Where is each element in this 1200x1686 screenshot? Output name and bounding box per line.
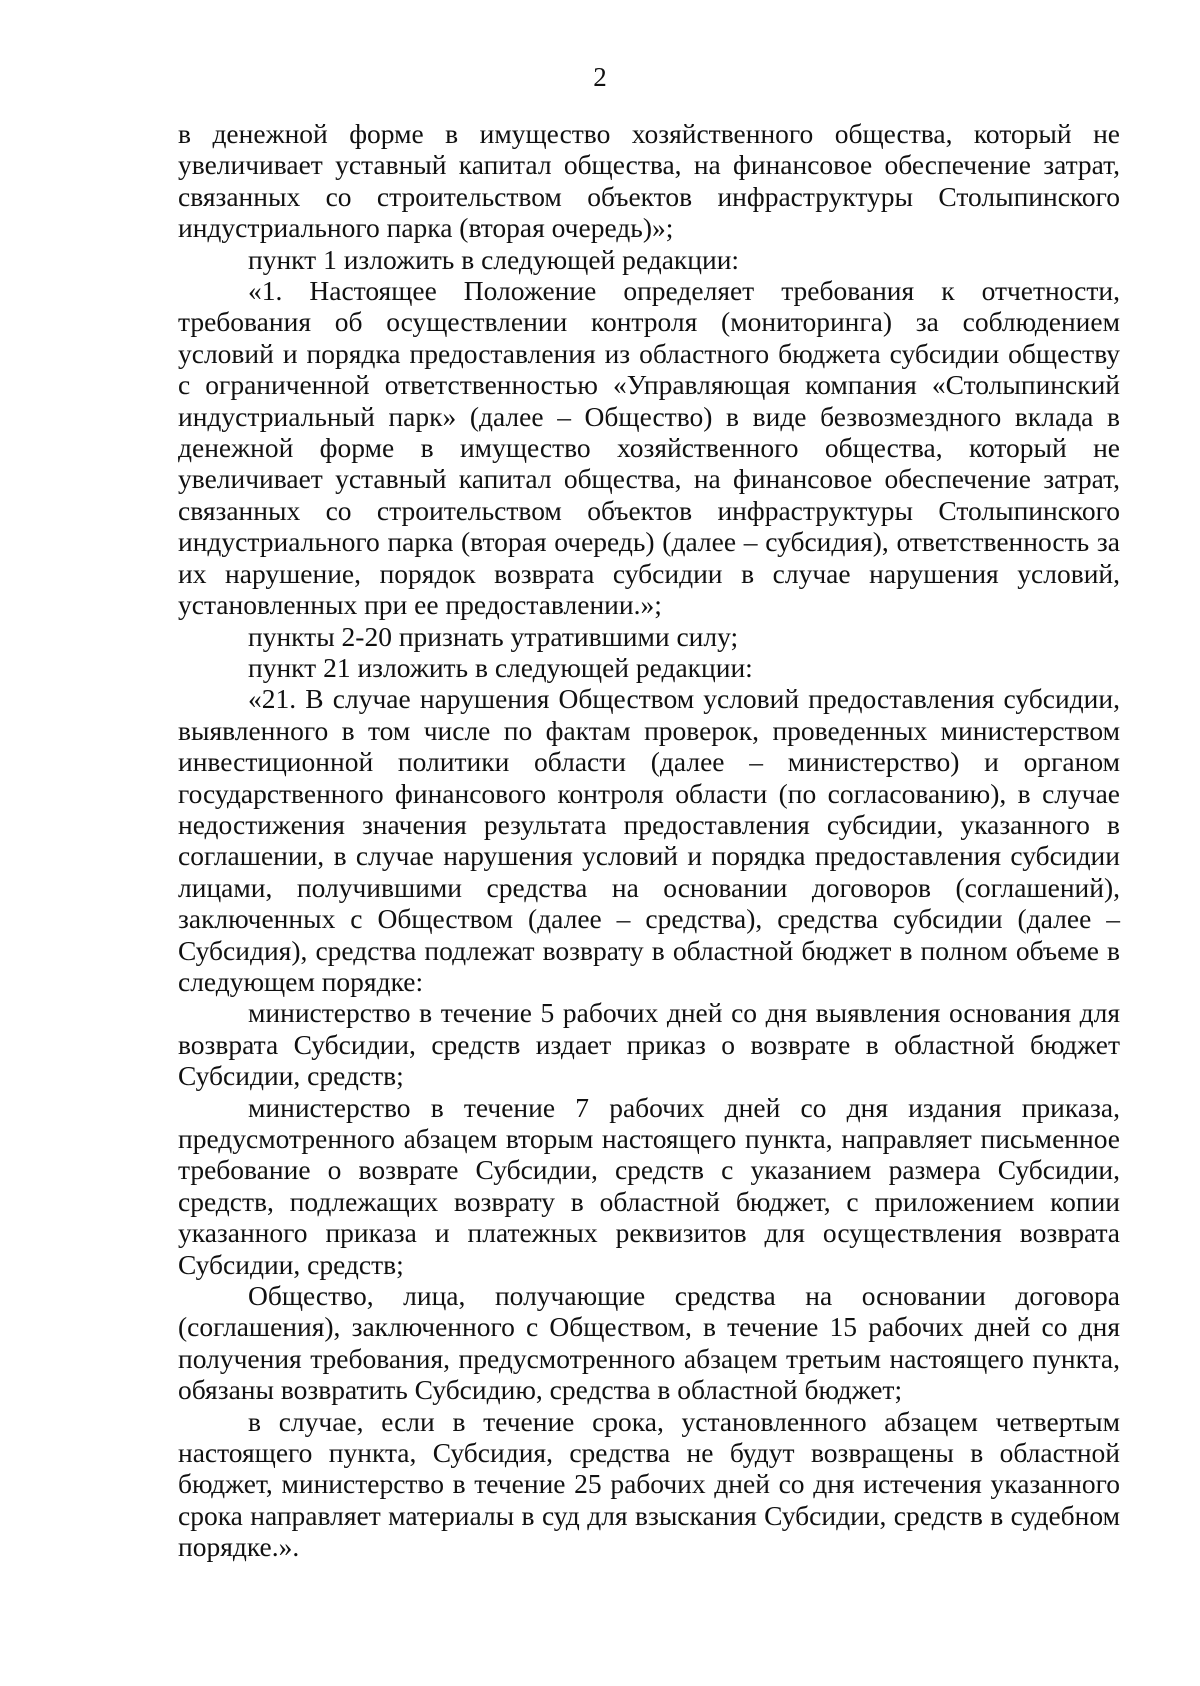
paragraph: «21. В случае нарушения Обществом условий предоставления субсидии, выявленного в том числе по фактам проверок, проведенных министерством инвестиционной политики области (далее – министерство) и органом государственного финансового контроля области (по согласованию), в случае недостижения значения результата предоставления субсидии, указанного в соглашении, в случае нарушения условий и порядка предоставления субсидии лицами, получившими средства на основании договоров (соглашений), заключенных с Обществом (далее – средства), средства субсидии (далее – Субсидия), средства подлежат возврату в областной бюджет в полном объеме в следующем порядке: [178,683,1120,997]
paragraph: в случае, если в течение срока, установленного абзацем четвертым настоящего пункта, Субсидия, средства не будут возвращены в областной бюджет, министерство в течение 25 рабочих дней со дня истечения указанного срока направляет материалы в суд для взыскания Субсидии, средств в судебном порядке.». [178,1405,1120,1563]
paragraph: Общество, лица, получающие средства на основании договора (соглашения), заключенного с Обществом, в течение 15 рабочих дней со дня получения требования, предусмотренного абзацем третьим настоящего пункта, обязаны возвратить Субсидию, средства в областной бюджет; [178,1280,1120,1406]
paragraph: министерство в течение 7 рабочих дней со дня издания приказа, предусмотренного абзацем вторым настоящего пункта, направляет письменное требование о возврате Субсидии, средств с указанием размера Субсидии, средств, подлежащих возврату в областной бюджет, с приложением копии указанного приказа и платежных реквизитов для осуществления возврата Субсидии, средств; [178,1091,1120,1280]
paragraph: пункты 2-20 признать утратившими силу; [248,620,739,652]
document-body [178,118,1120,1563]
paragraph: «1. Настоящее Положение определяет требования к отчетности, требования об осуществлении контроля (мониторинга) за соблюдением условий и порядка предоставления из областного бюджета субсидии обществу с ограниченной ответственностью «Управляющая компания «Столыпинский индустриальный парк» (далее – Общество) в виде безвозмездного вклада в денежной форме в имущество хозяйственного общества, который не увеличивает уставный капитал общества, на финансовое обеспечение затрат, связанных со строительством объектов инфраструктуры Столыпинского индустриального парка (вторая очередь) (далее – субсидия), ответственность за их нарушение, порядок возврата субсидии в случае нарушения условий, установленных при ее предоставлении.»; [178,275,1120,621]
paragraph: пункт 1 изложить в следующей редакции: [248,243,740,275]
paragraph: в денежной форме в имущество хозяйственного общества, который не увеличивает уставный капитал общества, на финансовое обеспечение затрат, связанных со строительством объектов инфраструктуры Столыпинского индустриального парка (вторая очередь)»; [178,118,1120,244]
page-number: 2 [593,62,607,92]
paragraph: министерство в течение 5 рабочих дней со дня выявления основания для возврата Субсидии, средств издает приказ о возврате в областной бюджет Субсидии, средств; [178,997,1120,1092]
paragraph: пункт 21 изложить в следующей редакции: [248,651,753,683]
